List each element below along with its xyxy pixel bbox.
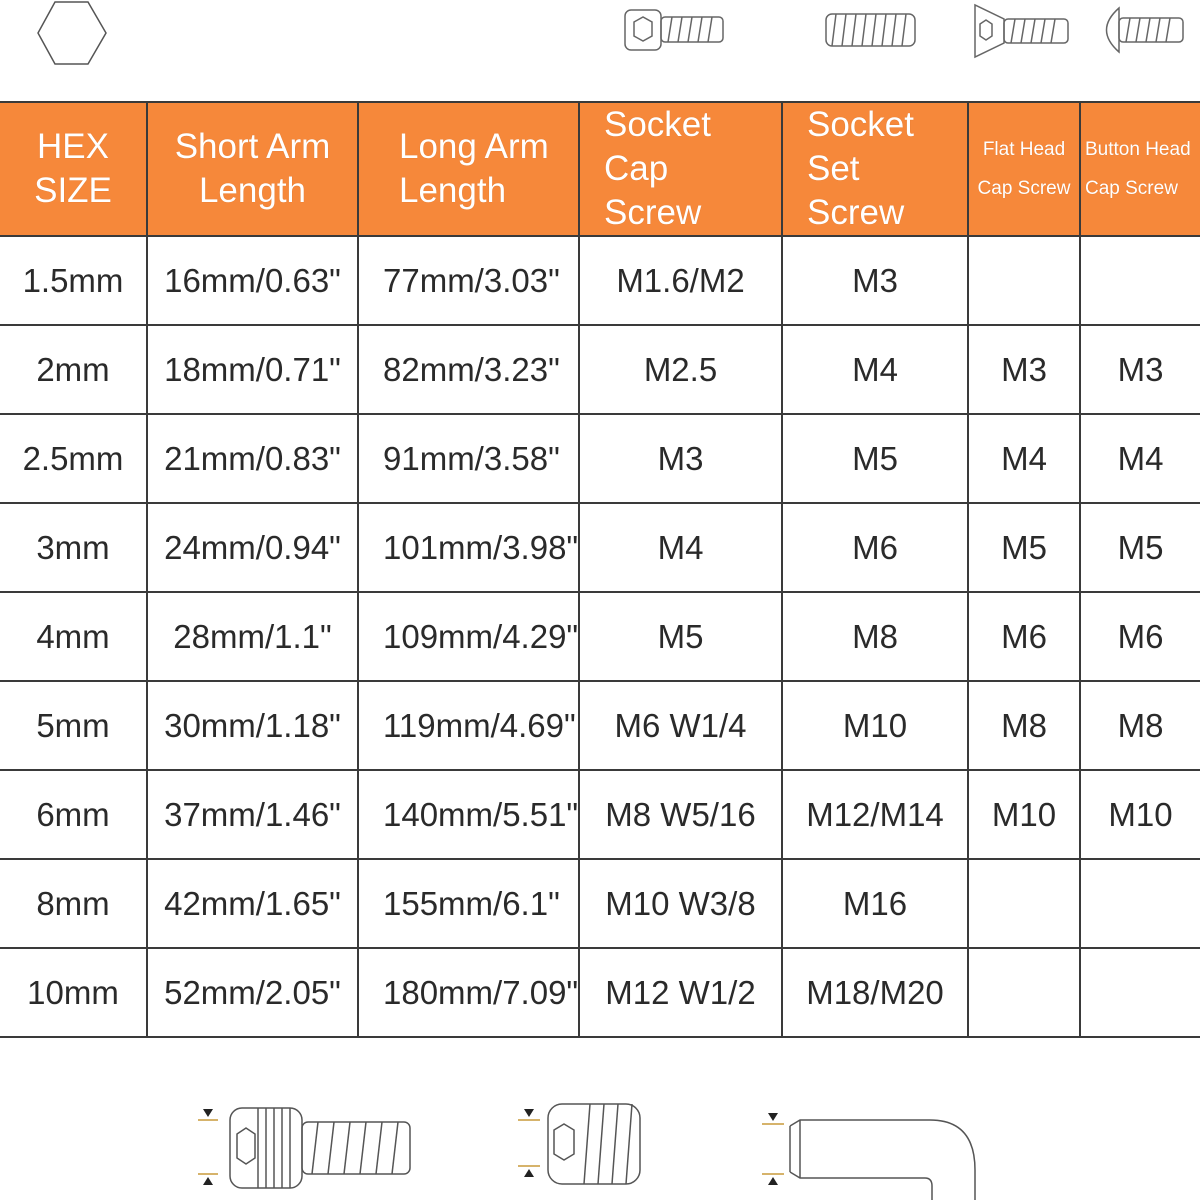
cell-button-head [1080, 859, 1200, 948]
cell-long-arm: 180mm/7.09" [358, 948, 579, 1037]
cell-button-head [1080, 236, 1200, 325]
cell-flat-head [968, 859, 1080, 948]
cell-socket-cap: M1.6/M2 [579, 236, 782, 325]
cell-long-arm: 109mm/4.29" [358, 592, 579, 681]
header-short-arm-length: Short Arm Length [147, 102, 358, 236]
cell-button-head: M8 [1080, 681, 1200, 770]
cell-hex-size: 8mm [0, 859, 147, 948]
cell-long-arm: 119mm/4.69" [358, 681, 579, 770]
cell-short-arm: 18mm/0.71" [147, 325, 358, 414]
cell-flat-head [968, 236, 1080, 325]
cell-flat-head: M6 [968, 592, 1080, 681]
cell-hex-size: 5mm [0, 681, 147, 770]
cell-socket-set: M16 [782, 859, 968, 948]
cell-hex-size: 10mm [0, 948, 147, 1037]
cell-button-head: M6 [1080, 592, 1200, 681]
socket-cap-screw-icon [625, 10, 723, 50]
cell-long-arm: 140mm/5.51" [358, 770, 579, 859]
table-row [0, 859, 1200, 948]
cell-long-arm: 82mm/3.23" [358, 325, 579, 414]
cell-button-head: M3 [1080, 325, 1200, 414]
header-long-arm-length: Long Arm Length [358, 102, 579, 236]
cell-short-arm: 24mm/0.94" [147, 503, 358, 592]
table-row [0, 770, 1200, 859]
top-icon-strip [0, 0, 1200, 100]
cell-button-head [1080, 948, 1200, 1037]
cell-flat-head: M3 [968, 325, 1080, 414]
cell-short-arm: 37mm/1.46" [147, 770, 358, 859]
cell-socket-set: M12/M14 [782, 770, 968, 859]
table-row [0, 503, 1200, 592]
header-row [0, 102, 1200, 236]
hexagon-icon [38, 2, 106, 64]
cell-socket-cap: M2.5 [579, 325, 782, 414]
table-row [0, 325, 1200, 414]
table-row [0, 592, 1200, 681]
cell-socket-set: M5 [782, 414, 968, 503]
cell-short-arm: 21mm/0.83" [147, 414, 358, 503]
button-head-cap-screw-icon [1107, 8, 1184, 52]
cell-short-arm: 28mm/1.1" [147, 592, 358, 681]
socket-cap-screw-diagram-icon [198, 1108, 410, 1188]
cell-socket-cap: M12 W1/2 [579, 948, 782, 1037]
cell-hex-size: 2mm [0, 325, 147, 414]
cell-short-arm: 16mm/0.63" [147, 236, 358, 325]
bottom-icon-strip [0, 1090, 1200, 1200]
cell-long-arm: 77mm/3.03" [358, 236, 579, 325]
header-flat-head-cap-screw: Flat Head Cap Screw [968, 102, 1080, 236]
header-button-head-cap-screw: Button Head Cap Screw [1080, 102, 1200, 236]
cell-short-arm: 52mm/2.05" [147, 948, 358, 1037]
flat-head-cap-screw-icon [975, 5, 1068, 57]
cell-socket-cap: M4 [579, 503, 782, 592]
cell-flat-head: M4 [968, 414, 1080, 503]
table-row [0, 414, 1200, 503]
header-socket-cap-screw: Socket Cap Screw [579, 102, 782, 236]
cell-flat-head: M8 [968, 681, 1080, 770]
cell-short-arm: 42mm/1.65" [147, 859, 358, 948]
cell-flat-head [968, 948, 1080, 1037]
cell-socket-set: M3 [782, 236, 968, 325]
hex-key-diagram-icon [762, 1113, 975, 1200]
header-hex-size: HEX SIZE [0, 102, 147, 236]
set-screw-diagram-icon [518, 1104, 640, 1184]
cell-hex-size: 1.5mm [0, 236, 147, 325]
cell-socket-set: M6 [782, 503, 968, 592]
cell-flat-head: M10 [968, 770, 1080, 859]
cell-hex-size: 2.5mm [0, 414, 147, 503]
cell-button-head: M4 [1080, 414, 1200, 503]
cell-socket-cap: M5 [579, 592, 782, 681]
cell-long-arm: 101mm/3.98" [358, 503, 579, 592]
table-row [0, 681, 1200, 770]
cell-socket-cap: M6 W1/4 [579, 681, 782, 770]
cell-short-arm: 30mm/1.18" [147, 681, 358, 770]
cell-long-arm: 155mm/6.1" [358, 859, 579, 948]
cell-socket-set: M8 [782, 592, 968, 681]
cell-hex-size: 3mm [0, 503, 147, 592]
cell-long-arm: 91mm/3.58" [358, 414, 579, 503]
cell-hex-size: 4mm [0, 592, 147, 681]
cell-socket-set: M4 [782, 325, 968, 414]
table-row [0, 236, 1200, 325]
hex-key-size-chart [0, 101, 1200, 1038]
cell-flat-head: M5 [968, 503, 1080, 592]
cell-socket-set: M10 [782, 681, 968, 770]
table-row [0, 948, 1200, 1037]
cell-hex-size: 6mm [0, 770, 147, 859]
cell-button-head: M10 [1080, 770, 1200, 859]
cell-button-head: M5 [1080, 503, 1200, 592]
cell-socket-cap: M8 W5/16 [579, 770, 782, 859]
cell-socket-cap: M3 [579, 414, 782, 503]
header-socket-set-screw: Socket Set Screw [782, 102, 968, 236]
cell-socket-set: M18/M20 [782, 948, 968, 1037]
cell-socket-cap: M10 W3/8 [579, 859, 782, 948]
socket-set-screw-icon [826, 14, 915, 46]
